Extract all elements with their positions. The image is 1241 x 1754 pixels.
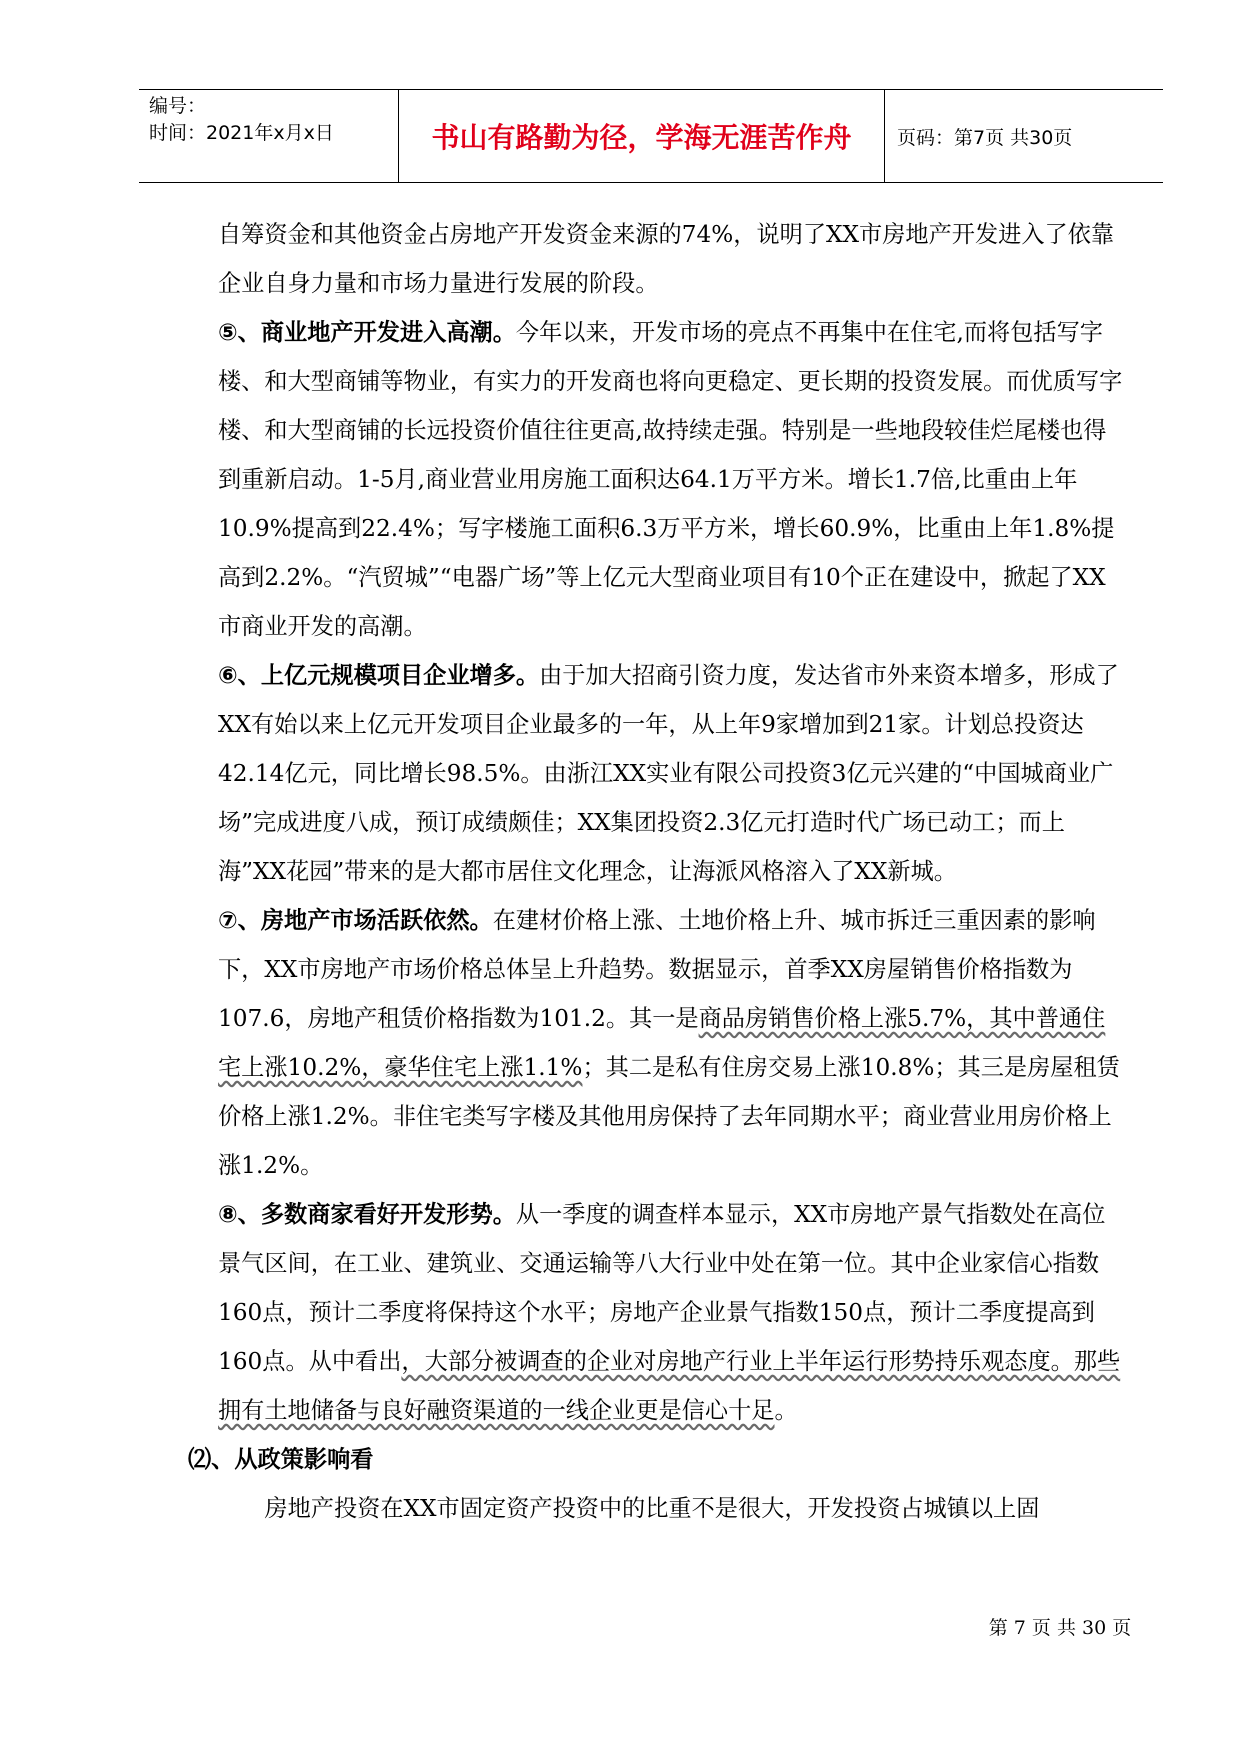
document-header bbox=[139, 89, 1163, 183]
section-heading: ⑵、从政策影响看 bbox=[188, 1446, 374, 1473]
paragraph: ⑦、房地产市场活跃依然。在建材价格上涨、土地价格上升、城市拆迁三重因素的影响下，XX市房地产市场价格总体呈上升趋势。数据显示，首季XX房屋销售价格指数为107.6，房地产租赁价格指数为101.2。其一是商品房销售价格上涨5.7%，其中普通住宅上涨10.2%，豪华住宅上涨1.1%；其二是私有住房交易上涨10.8%；其三是房屋租赁价格上涨1.2%。非住宅类写字楼及其他用房保持了去年同期水平；商业营业用房价格上涨1.2%。 bbox=[218, 907, 1120, 1179]
paragraph: ⑤、商业地产开发进入高潮。今年以来，开发市场的亮点不再集中在住宅,而将包括写字楼、和大型商铺等物业，有实力的开发商也将向更稳定、更长期的投资发展。而优质写字楼、和大型商铺的长远投资价值往往更高,故持续走强。特别是一些地段较佳烂尾楼也得到重新启动。1-5月,商业营业用房施工面积达64.1万平方米。增长1.7倍,比重由上年10.9%提高到22.4%；写字楼施工面积6.3万平方米，增长60.9%，比重由上年1.8%提高到2.2%。“汽贸城”“电器广场”等上亿元大型商业项目有10个正在建设中，掀起了XX市商业开发的高潮。 bbox=[218, 319, 1123, 640]
paragraph: 自筹资金和其他资金占房地产开发资金来源的74%，说明了XX市房地产开发进入了依靠企业自身力量和市场力量进行发展的阶段。 bbox=[218, 221, 1115, 297]
paragraph-heading: ⑥、上亿元规模项目企业增多。 bbox=[218, 662, 540, 689]
paragraph: ⑧、多数商家看好开发形势。从一季度的调查样本显示，XX市房地产景气指数处在高位景气区间，在工业、建筑业、交通运输等八大行业中处在第一位。其中企业家信心指数160点，预计二季度将保持这个水平；房地产企业景气指数150点，预计二季度提高到160点。从中看出，大部分被调查的企业对房地产行业上半年运行形势持乐观态度。那些拥有土地储备与良好融资渠道的一线企业更是信心十足。 bbox=[218, 1201, 1121, 1424]
document-body bbox=[188, 210, 1128, 1533]
underlined-text: 商品房销售价格上涨5.7%，其中普通住宅上涨10.2%，豪华住宅上涨1.1% bbox=[218, 1005, 1106, 1081]
footer-page-number: 第 7 页 共 30 页 bbox=[988, 1617, 1132, 1639]
header-motto bbox=[399, 90, 885, 182]
paragraph-heading: ⑤、商业地产开发进入高潮。 bbox=[218, 319, 516, 346]
serial-number-label: 编号： bbox=[149, 95, 207, 117]
paragraph-heading: ⑧、多数商家看好开发形势。 bbox=[218, 1201, 516, 1228]
paragraph-heading: ⑦、房地产市场活跃依然。 bbox=[218, 907, 493, 934]
paragraph: ⑥、上亿元规模项目企业增多。由于加大招商引资力度，发达省市外来资本增多，形成了XX有始以来上亿元开发项目企业最多的一年，从上年9家增加到21家。计划总投资达42.14亿元，同比增长98.5%。由浙江XX实业有限公司投资3亿元兴建的“中国城商业广场”完成进度八成，预订成绩颇佳；XX集团投资2.3亿元打造时代广场已动工；而上海”XX花园”带来的是大都市居住文化理念，让海派风格溶入了XX新城。 bbox=[218, 662, 1119, 885]
motto-text: 书山有路勤为径，学海无涯苦作舟 bbox=[431, 121, 852, 154]
header-meta bbox=[139, 90, 399, 182]
page-number-label: 页码：第7页 共30页 bbox=[897, 126, 1073, 149]
date-label: 时间：2021年x月x日 bbox=[149, 122, 334, 144]
paragraph: 房地产投资在XX市固定资产投资中的比重不是很大，开发投资占城镇以上固 bbox=[264, 1495, 1040, 1522]
page-footer bbox=[960, 1613, 1160, 1640]
header-page-info bbox=[885, 90, 1163, 182]
underlined-text: ，大部分被调查的企业对房地产行业上半年运行形势持乐观态度。那些拥有土地储备与良好融资渠道的一线企业更是信心十足 bbox=[218, 1348, 1121, 1424]
